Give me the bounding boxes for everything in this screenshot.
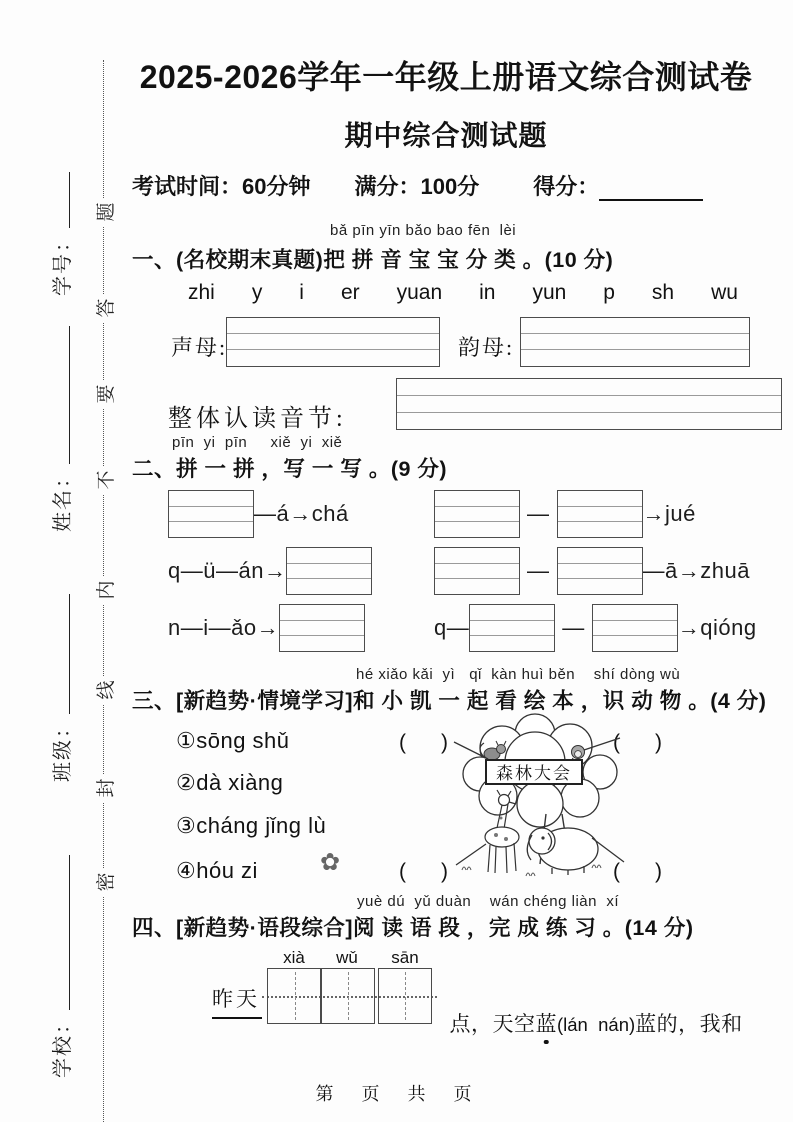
school-blank[interactable] xyxy=(68,855,70,1010)
section1-heading: 一、(名校期末真题)把 拼 音 宝 宝 分 类 。(10 分) xyxy=(132,248,614,272)
seal-char: 密 xyxy=(91,868,117,896)
spelling-text: n—i—ǎo→ xyxy=(168,615,280,640)
pinyin-answer-box[interactable] xyxy=(168,490,254,538)
forest-illustration xyxy=(440,710,640,895)
spelling-text: q— xyxy=(434,615,470,640)
banner-text: 森林大会 xyxy=(496,764,572,783)
zhengti-answer-box[interactable] xyxy=(396,378,782,430)
grid-line xyxy=(521,333,749,334)
answer-bracket-bottom-left[interactable]: ( ) xyxy=(399,860,448,883)
grid-line xyxy=(295,972,296,1020)
student-name-blank[interactable] xyxy=(68,326,70,464)
pinyin-answer-box[interactable] xyxy=(557,547,643,595)
pinyin-answer-box[interactable] xyxy=(469,604,555,652)
tianzige-box[interactable] xyxy=(267,968,322,1024)
syllable-row xyxy=(188,281,738,305)
pinyin-answer-box[interactable] xyxy=(592,604,678,652)
yunmu-label: 韵母: xyxy=(458,335,515,360)
seal-char: 不 xyxy=(91,466,117,494)
grid-line xyxy=(405,972,406,1020)
spelling-item xyxy=(168,490,349,538)
pinyin-answer-box[interactable] xyxy=(434,547,520,595)
grid-line xyxy=(227,333,439,334)
page-subtitle: 期中综合测试题 xyxy=(344,120,548,151)
pinyin-answer-box[interactable] xyxy=(557,490,643,538)
sentence-pinyin-choice: (lán nán) xyxy=(557,1014,636,1035)
seal-char: 题 xyxy=(91,198,117,226)
pinyin-answer-box[interactable] xyxy=(279,604,365,652)
yunmu-answer-box[interactable] xyxy=(520,317,750,367)
spelling-item xyxy=(434,547,750,595)
seal-char: 要 xyxy=(91,380,117,408)
section2-heading: 二、拼 一 拼 ，写 一 写 。(9 分) xyxy=(132,457,448,481)
section4-pinyin-hint: yuè dú yǔ duàn wán chéng liàn xí xyxy=(357,893,619,910)
exam-full-score: 满分：100分 xyxy=(354,174,480,199)
school-field xyxy=(46,855,75,1078)
pinyin-answer-box[interactable] xyxy=(434,490,520,538)
shengmu-label: 声母: xyxy=(171,335,228,360)
sentence-emphasized-char: 蓝 xyxy=(536,1008,558,1038)
sentence-text xyxy=(438,983,743,1038)
grid-line xyxy=(521,349,749,350)
grid-line xyxy=(348,972,349,1020)
syllable-item: i xyxy=(299,281,304,304)
syllable-item: zhi xyxy=(188,281,215,304)
syllable-item: in xyxy=(479,281,496,304)
option-changjinglu: ③cháng jǐng lù xyxy=(176,813,327,838)
spelling-text: —á→chá xyxy=(254,501,349,526)
grid-line xyxy=(397,412,781,413)
spelling-item xyxy=(168,604,365,652)
spelling-text: —ā→zhuā xyxy=(642,558,750,583)
option-houzi: ④hóu zi xyxy=(176,858,258,883)
answer-bracket-top-right[interactable]: ( ) xyxy=(613,731,662,754)
syllable-item: er xyxy=(340,281,360,304)
box-pinyin-wu: wǔ xyxy=(336,948,358,967)
sentence-part: 点，天空 xyxy=(449,1012,536,1036)
school-label: 学校： xyxy=(52,1012,74,1078)
section1-pinyin-hint: bǎ pīn yīn bǎo bao fēn lèi xyxy=(330,222,517,239)
seal-char: 内 xyxy=(91,576,117,604)
student-id-field xyxy=(46,172,75,296)
option-songshu: ①sōng shǔ xyxy=(176,728,290,753)
zhengti-label: 整体认读音节: xyxy=(168,406,347,432)
score-blank[interactable] xyxy=(599,179,703,201)
page-footer: 第 页 共 页 xyxy=(315,1084,478,1104)
student-name-field xyxy=(46,326,75,532)
student-id-label: 学号： xyxy=(52,230,74,296)
section4-heading: 四、[新趋势·语段综合]阅 读 语 段 ，完 成 练 习 。(14 分) xyxy=(132,916,694,940)
elephant-icon xyxy=(527,828,598,875)
student-id-blank[interactable] xyxy=(68,172,70,228)
spelling-item xyxy=(434,490,696,538)
tianzige-box[interactable] xyxy=(378,968,432,1024)
syllable-item: yuan xyxy=(396,281,443,304)
spelling-text: — xyxy=(527,501,550,526)
spelling-item xyxy=(168,547,372,595)
spelling-text: — xyxy=(527,558,550,583)
seal-char: 线 xyxy=(91,676,117,704)
student-name-label: 姓名： xyxy=(52,466,74,532)
section3-pinyin-hint: hé xiǎo kǎi yì qǐ kàn huì běn shí dòng wù xyxy=(356,666,681,683)
answer-bracket-bottom-right[interactable]: ( ) xyxy=(613,860,662,883)
spelling-text: q—ü—án→ xyxy=(168,558,287,583)
grid-line xyxy=(227,349,439,350)
spelling-text: →jué xyxy=(642,501,696,526)
pinyin-answer-box[interactable] xyxy=(286,547,372,595)
exam-time: 考试时间：60分钟 xyxy=(132,174,311,199)
spelling-text: →qióng xyxy=(677,615,757,640)
seal-char: 封 xyxy=(91,774,117,802)
exam-info-line xyxy=(132,170,703,201)
score-label: 得分： xyxy=(533,174,600,199)
box-pinyin-san: sān xyxy=(391,948,419,967)
seal-char: 答 xyxy=(91,294,117,322)
spelling-text: — xyxy=(562,615,585,640)
syllable-item: sh xyxy=(651,281,675,304)
class-label: 班级： xyxy=(52,716,74,782)
syllable-item: y xyxy=(251,281,263,304)
tianzige-box[interactable] xyxy=(320,968,375,1024)
flower-icon: ✿ xyxy=(320,849,341,876)
class-blank[interactable] xyxy=(68,594,70,714)
syllable-item: yun xyxy=(532,281,567,304)
sentence-prefix: 昨天 xyxy=(212,983,262,1019)
class-field xyxy=(46,594,75,782)
syllable-item: wu xyxy=(711,281,738,304)
syllable-item: p xyxy=(603,281,615,304)
section3-heading: 三、[新趋势·情境学习]和 小 凯 一 起 看 绘 本 ，识 动 物 。(4 分) xyxy=(132,689,767,713)
shengmu-answer-box[interactable] xyxy=(226,317,440,367)
sentence-part: 蓝的，我和 xyxy=(635,1012,743,1036)
page-title: 2025-2026学年一年级上册语文综合测试卷 xyxy=(139,59,753,95)
box-pinyin-xia: xià xyxy=(283,948,305,967)
option-daxiang: ②dà xiàng xyxy=(176,770,284,795)
answer-bracket-top-left[interactable]: ( ) xyxy=(399,731,448,754)
section2-pinyin-hint: pīn yi pīn xiě yi xiě xyxy=(172,434,343,451)
spelling-item xyxy=(434,604,757,652)
grid-line xyxy=(397,395,781,396)
